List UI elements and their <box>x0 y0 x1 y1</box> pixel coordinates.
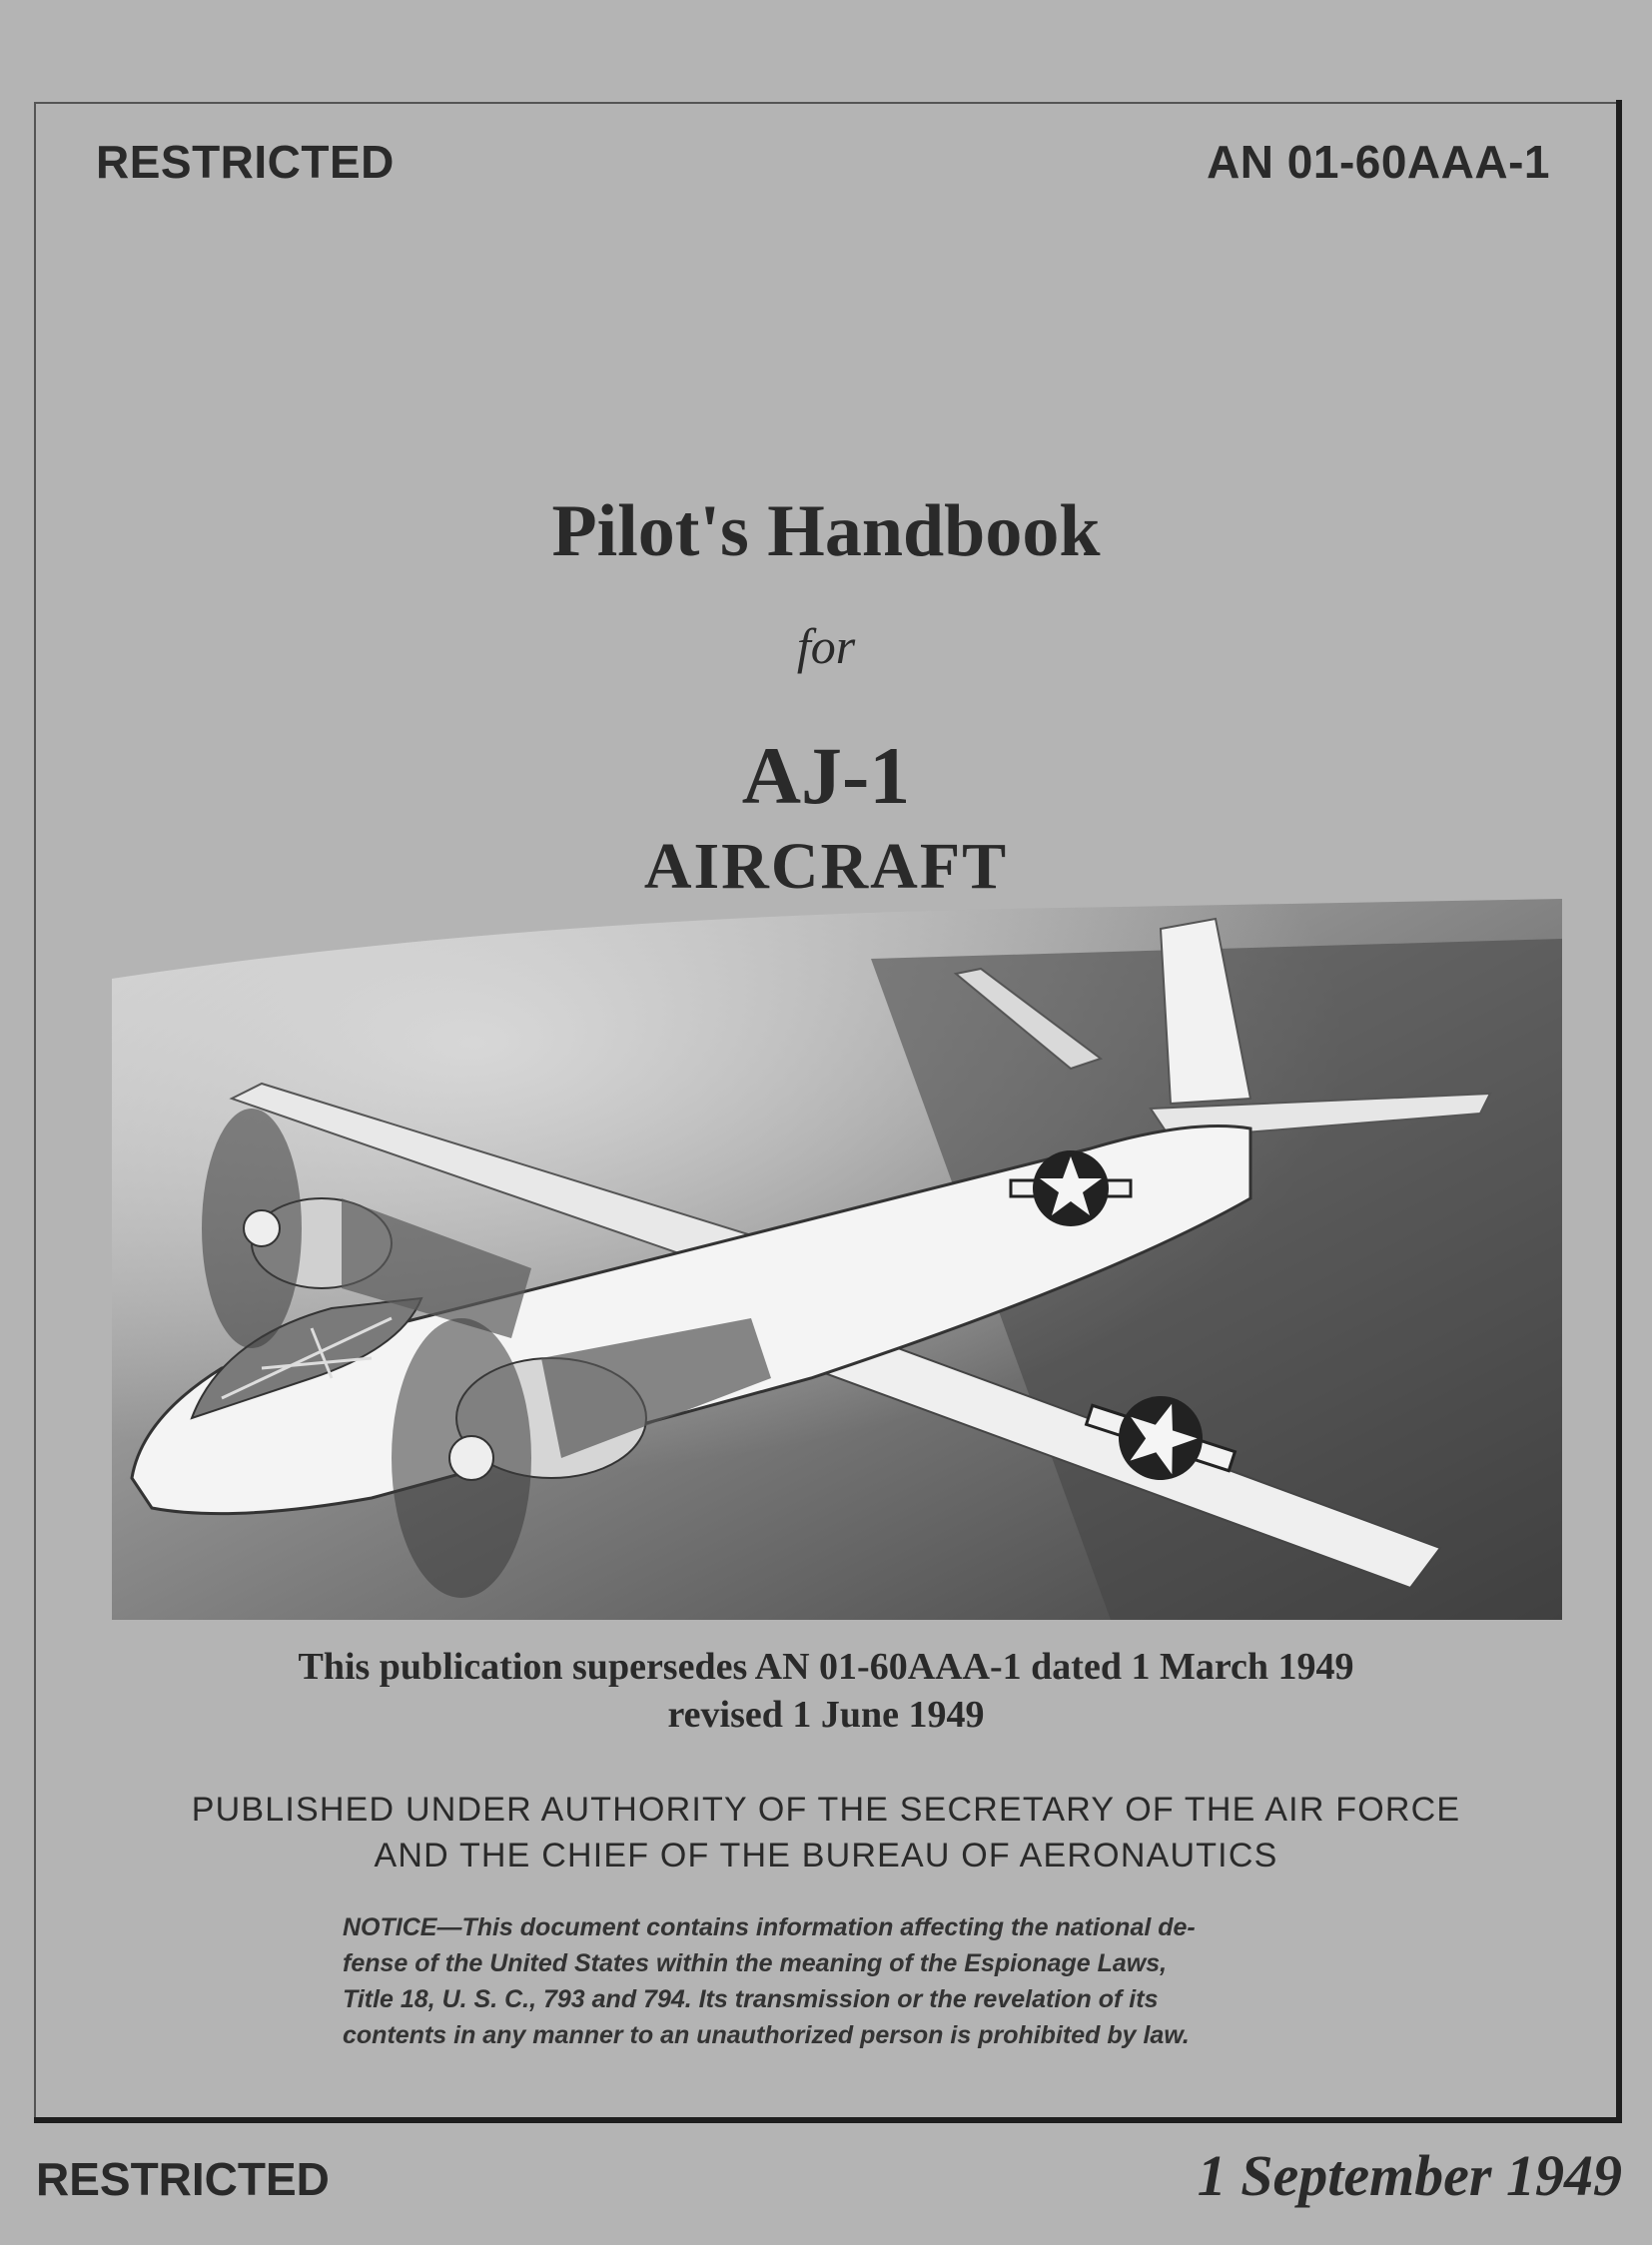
authority-line-2: AND THE CHIEF OF THE BUREAU OF AERONAUTICS <box>374 1837 1278 1874</box>
notice-line-1: NOTICE—This document contains information affecting the national de- <box>343 1913 1196 1941</box>
title-model: AJ-1 <box>741 730 911 821</box>
header-classification: RESTRICTED <box>96 136 395 188</box>
header-document-number: AN 01-60AAA-1 <box>1207 136 1550 188</box>
title-handbook: Pilot's Handbook <box>551 490 1101 572</box>
title-for: for <box>796 618 856 674</box>
authority-line-1: PUBLISHED UNDER AUTHORITY OF THE SECRETARY OF THE AIR FORCE <box>191 1791 1461 1829</box>
notice-line-3: Title 18, U. S. C., 793 and 794. Its transmission or the revelation of its <box>343 1985 1159 2013</box>
footer-classification: RESTRICTED <box>36 2153 330 2205</box>
supersedes-line-1: This publication supersedes AN 01-60AAA-1 dated 1 March 1949 <box>298 1646 1354 1688</box>
supersedes-line-2: revised 1 June 1949 <box>667 1694 985 1736</box>
frame-bottom-rule <box>34 2117 1622 2123</box>
notice-line-2: fense of the United States within the meaning of the Espionage Laws, <box>343 1949 1168 1977</box>
frame-top-rule <box>34 102 1622 104</box>
aircraft-photo <box>112 899 1562 1620</box>
notice-line-4: contents in any manner to an unauthorized person is prohibited by law. <box>343 2021 1190 2049</box>
footer-date: 1 September 1949 <box>1197 2143 1622 2208</box>
title-aircraft: AIRCRAFT <box>643 830 1009 903</box>
